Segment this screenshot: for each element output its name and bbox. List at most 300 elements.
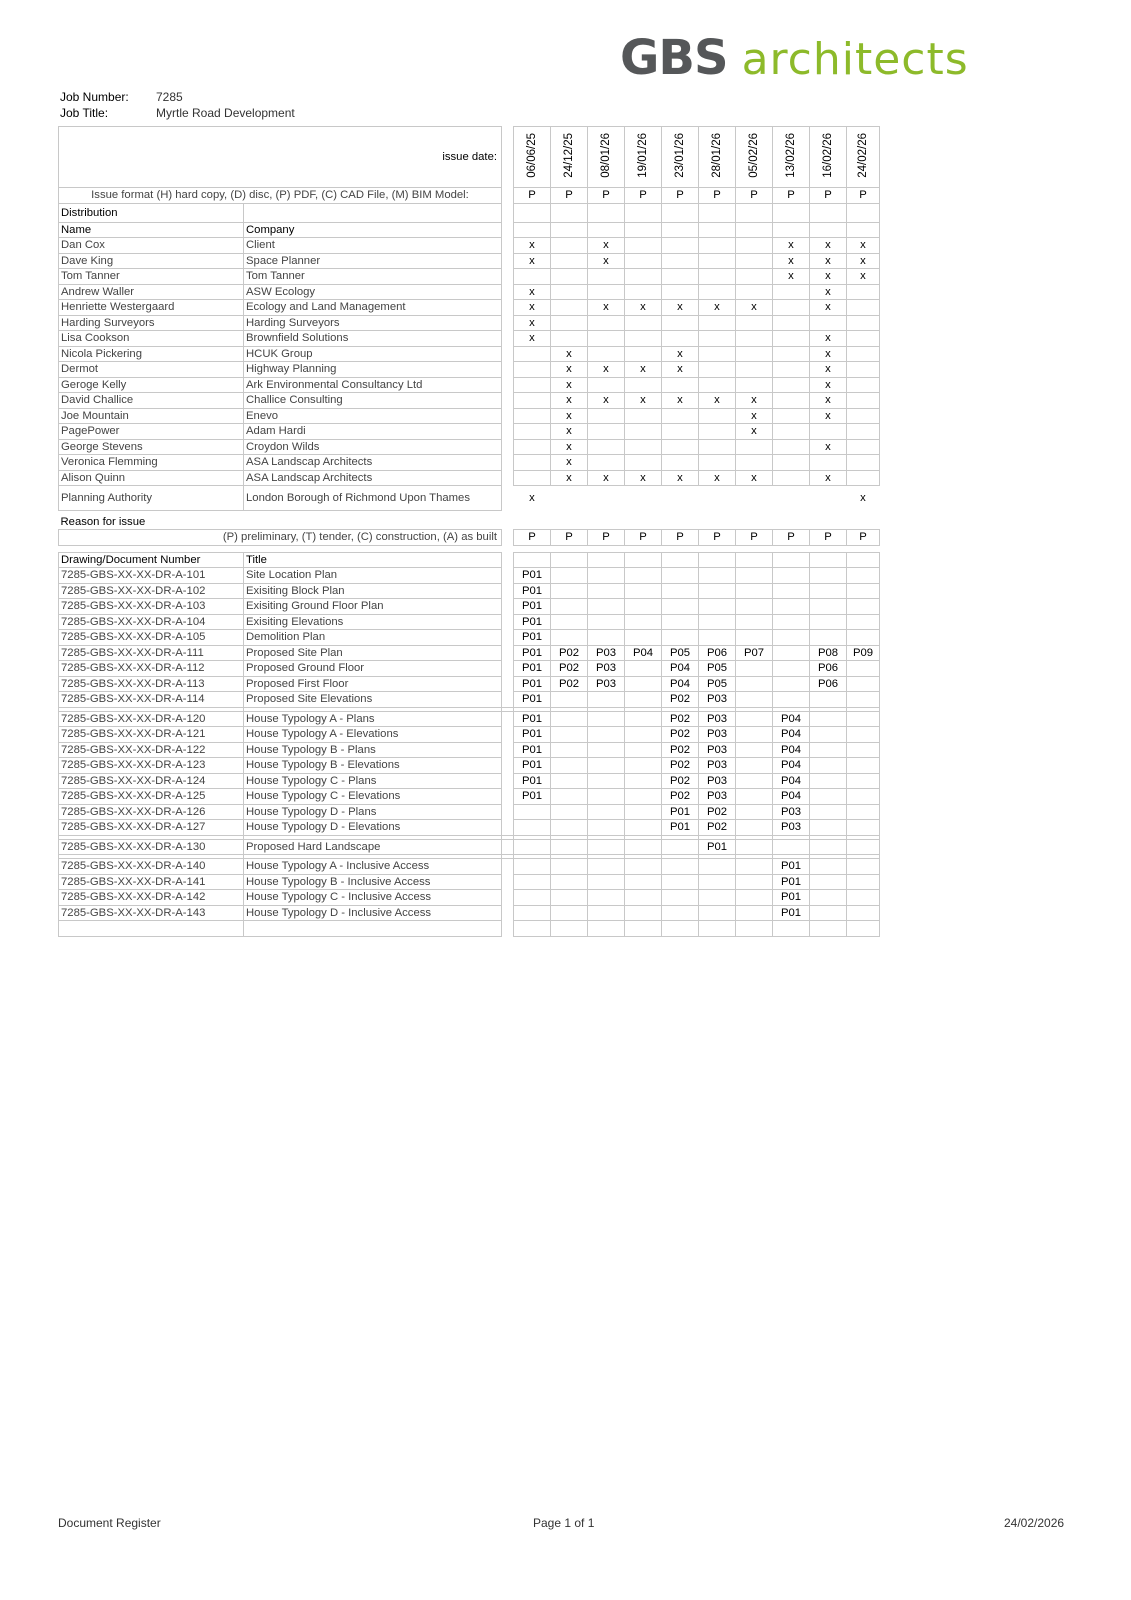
drawing-number: 7285-GBS-XX-XX-DR-A-121 — [59, 727, 244, 743]
distribution-mark: x — [514, 253, 551, 269]
gap-cell — [502, 362, 514, 378]
drawing-row — [59, 874, 880, 890]
empty-cell — [625, 921, 662, 937]
distribution-row — [59, 253, 880, 269]
distribution-mark — [588, 455, 625, 471]
drawing-revision — [736, 727, 773, 743]
drawing-number: 7285-GBS-XX-XX-DR-A-123 — [59, 758, 244, 774]
drawing-revision — [810, 789, 847, 805]
drawing-revision — [699, 890, 736, 906]
drawing-revision — [773, 839, 810, 855]
drawing-revision — [810, 583, 847, 599]
drawing-revision: P01 — [514, 645, 551, 661]
drawing-revision — [662, 583, 699, 599]
empty-cell — [514, 222, 551, 238]
drawing-title: House Typology A - Inclusive Access — [244, 859, 502, 875]
empty-cell — [662, 222, 699, 238]
distribution-mark — [588, 486, 625, 511]
drawing-revision — [551, 583, 588, 599]
drawing-revision — [699, 583, 736, 599]
spacer-cell — [847, 545, 880, 552]
drawings-header-row — [59, 552, 880, 568]
distribution-mark — [625, 439, 662, 455]
distribution-mark — [625, 424, 662, 440]
distribution-mark: x — [736, 408, 773, 424]
issue-format-row — [59, 188, 880, 204]
distribution-mark: x — [588, 300, 625, 316]
drawing-revision: P01 — [514, 727, 551, 743]
drawing-revision — [551, 804, 588, 820]
drawing-revision: P06 — [810, 661, 847, 677]
drawing-revision — [736, 839, 773, 855]
distribution-mark — [736, 486, 773, 511]
distribution-mark — [773, 393, 810, 409]
distribution-mark: x — [551, 377, 588, 393]
distribution-mark — [588, 284, 625, 300]
drawing-number: 7285-GBS-XX-XX-DR-A-103 — [59, 599, 244, 615]
drawing-revision: P05 — [662, 645, 699, 661]
drawing-revision — [625, 599, 662, 615]
drawing-revision — [625, 789, 662, 805]
drawing-revision: P03 — [588, 676, 625, 692]
drawing-revision: P02 — [662, 758, 699, 774]
distribution-mark — [699, 486, 736, 511]
distribution-mark — [810, 486, 847, 511]
issue-format-value: P — [662, 188, 699, 204]
empty-cell — [662, 552, 699, 568]
distribution-mark: x — [551, 408, 588, 424]
drawing-revision: P09 — [847, 645, 880, 661]
gap-cell — [502, 905, 514, 921]
distribution-mark: x — [588, 470, 625, 486]
distribution-row — [59, 315, 880, 331]
distribution-mark — [847, 300, 880, 316]
recipient-name: Henriette Westergaard — [59, 300, 244, 316]
register-body — [59, 127, 880, 937]
issue-format-value: P — [625, 188, 662, 204]
drawing-revision — [810, 727, 847, 743]
drawing-revision — [810, 874, 847, 890]
distribution-mark — [625, 377, 662, 393]
drawing-revision — [662, 874, 699, 890]
planning-authority-row — [59, 486, 880, 511]
drawing-row — [59, 645, 880, 661]
logo-suffix: architects — [741, 34, 969, 85]
distribution-mark — [773, 408, 810, 424]
recipient-company: Croydon Wilds — [244, 439, 502, 455]
drawing-revision: P01 — [514, 758, 551, 774]
empty-cell — [699, 552, 736, 568]
spacer-cell — [773, 545, 810, 552]
drawing-revision — [736, 742, 773, 758]
drawing-row — [59, 568, 880, 584]
drawing-revision — [847, 804, 880, 820]
distribution-mark — [662, 315, 699, 331]
distribution-mark — [514, 346, 551, 362]
drawing-revision — [736, 789, 773, 805]
drawing-revision — [588, 820, 625, 836]
footer-page-number: Page 1 of 1 — [533, 1516, 595, 1530]
recipient-company: Highway Planning — [244, 362, 502, 378]
distribution-mark — [847, 408, 880, 424]
distribution-mark — [847, 439, 880, 455]
gap-cell — [502, 455, 514, 471]
drawing-revision: P01 — [662, 804, 699, 820]
drawing-number: 7285-GBS-XX-XX-DR-A-142 — [59, 890, 244, 906]
recipient-company: London Borough of Richmond Upon Thames — [244, 486, 502, 511]
drawing-revision: P04 — [773, 789, 810, 805]
drawing-revision: P02 — [551, 676, 588, 692]
recipient-company: Enevo — [244, 408, 502, 424]
drawing-revision — [736, 583, 773, 599]
distribution-mark — [625, 486, 662, 511]
issue-date: 13/02/26 — [785, 132, 797, 178]
gap-cell — [502, 346, 514, 362]
distribution-mark — [625, 346, 662, 362]
distribution-mark — [736, 269, 773, 285]
distribution-row — [59, 393, 880, 409]
drawing-row — [59, 905, 880, 921]
drawing-revision — [551, 859, 588, 875]
drawing-revision: P01 — [514, 583, 551, 599]
drawing-revision: P05 — [699, 661, 736, 677]
drawing-revision — [662, 630, 699, 646]
drawing-revision — [625, 859, 662, 875]
drawing-revision — [736, 773, 773, 789]
issue-date-column — [662, 127, 699, 188]
distribution-row — [59, 377, 880, 393]
gap-cell — [502, 188, 514, 204]
drawing-revision: P03 — [773, 804, 810, 820]
empty-cell — [588, 222, 625, 238]
drawing-revision — [514, 905, 551, 921]
recipient-name: Alison Quinn — [59, 470, 244, 486]
drawing-row — [59, 859, 880, 875]
drawing-revision: P01 — [514, 742, 551, 758]
distribution-mark — [699, 439, 736, 455]
distribution-mark — [588, 331, 625, 347]
drawing-revision — [551, 692, 588, 708]
drawing-title: House Typology A - Elevations — [244, 727, 502, 743]
drawing-revision — [625, 905, 662, 921]
distribution-mark — [551, 486, 588, 511]
recipient-name: Planning Authority — [59, 486, 244, 511]
drawing-revision — [736, 661, 773, 677]
distribution-mark — [662, 377, 699, 393]
recipient-company: Ecology and Land Management — [244, 300, 502, 316]
spacer-cell — [59, 545, 244, 552]
drawing-revision — [551, 727, 588, 743]
drawing-title: House Typology B - Elevations — [244, 758, 502, 774]
company-header: Company — [244, 222, 502, 238]
gap-cell — [502, 614, 514, 630]
drawing-title: Demolition Plan — [244, 630, 502, 646]
distribution-row — [59, 424, 880, 440]
drawing-revision — [551, 789, 588, 805]
drawing-revision — [810, 758, 847, 774]
issue-date: 19/01/26 — [637, 132, 649, 178]
distribution-mark — [736, 331, 773, 347]
distribution-mark — [551, 269, 588, 285]
recipient-name: Nicola Pickering — [59, 346, 244, 362]
drawing-revision — [736, 905, 773, 921]
distribution-mark: x — [551, 393, 588, 409]
gap-cell — [502, 742, 514, 758]
drawing-revision — [551, 820, 588, 836]
distribution-mark — [847, 362, 880, 378]
drawing-row — [59, 676, 880, 692]
reason-value: P — [551, 530, 588, 546]
drawing-revision: P03 — [699, 692, 736, 708]
empty-cell — [625, 552, 662, 568]
drawing-revision — [588, 692, 625, 708]
drawing-row — [59, 727, 880, 743]
gap-cell — [502, 530, 514, 546]
distribution-mark — [551, 284, 588, 300]
distribution-mark: x — [810, 253, 847, 269]
drawing-revision — [773, 661, 810, 677]
distribution-mark: x — [551, 362, 588, 378]
distribution-mark — [662, 253, 699, 269]
recipient-name: Tom Tanner — [59, 269, 244, 285]
drawing-revision — [810, 820, 847, 836]
gap-cell — [502, 284, 514, 300]
issue-format-value: P — [588, 188, 625, 204]
distribution-mark: x — [551, 439, 588, 455]
distribution-mark: x — [699, 393, 736, 409]
distribution-mark: x — [736, 393, 773, 409]
drawing-revision — [699, 905, 736, 921]
empty-cell — [810, 222, 847, 238]
distribution-mark — [662, 331, 699, 347]
drawing-revision: P04 — [773, 711, 810, 727]
distribution-mark: x — [699, 300, 736, 316]
recipient-name: Veronica Flemming — [59, 455, 244, 471]
distribution-mark: x — [551, 455, 588, 471]
drawing-revision: P01 — [773, 905, 810, 921]
drawing-revision — [699, 568, 736, 584]
distribution-mark: x — [551, 346, 588, 362]
recipient-company: Tom Tanner — [244, 269, 502, 285]
gap-cell — [502, 859, 514, 875]
footer-date: 24/02/2026 — [1004, 1516, 1065, 1530]
distribution-row — [59, 455, 880, 471]
gap-cell — [502, 331, 514, 347]
reason-value: P — [625, 530, 662, 546]
recipient-company: Challice Consulting — [244, 393, 502, 409]
gap-cell — [502, 408, 514, 424]
drawing-revision — [625, 630, 662, 646]
distribution-mark — [699, 284, 736, 300]
distribution-mark — [699, 346, 736, 362]
drawing-revision — [625, 820, 662, 836]
gap-cell — [502, 424, 514, 440]
drawing-revision — [847, 874, 880, 890]
gap-cell — [502, 269, 514, 285]
spacer-row — [59, 545, 880, 552]
drawing-revision: P03 — [699, 773, 736, 789]
issue-date: 23/01/26 — [674, 132, 686, 178]
drawing-revision — [736, 804, 773, 820]
drawing-revision — [625, 614, 662, 630]
distribution-mark — [736, 315, 773, 331]
drawing-row — [59, 692, 880, 708]
drawing-title: Site Location Plan — [244, 568, 502, 584]
drawing-revision: P01 — [514, 614, 551, 630]
drawing-revision — [736, 692, 773, 708]
distribution-mark: x — [810, 300, 847, 316]
drawing-revision: P01 — [773, 874, 810, 890]
distribution-mark — [773, 346, 810, 362]
drawing-revision: P01 — [514, 630, 551, 646]
distribution-row — [59, 269, 880, 285]
gap-cell — [502, 874, 514, 890]
distribution-mark: x — [625, 362, 662, 378]
drawing-revision — [514, 890, 551, 906]
distribution-mark — [588, 424, 625, 440]
issue-date: 24/12/25 — [563, 132, 575, 178]
reason-value: P — [699, 530, 736, 546]
drawing-revision — [847, 676, 880, 692]
empty-cell — [810, 203, 847, 222]
drawing-row — [59, 773, 880, 789]
drawing-revision — [625, 676, 662, 692]
drawing-revision — [847, 711, 880, 727]
distribution-mark: x — [588, 362, 625, 378]
distribution-mark — [847, 424, 880, 440]
issue-date-column — [625, 127, 662, 188]
gap-cell — [502, 203, 514, 222]
empty-cell — [662, 203, 699, 222]
drawing-revision — [699, 630, 736, 646]
drawing-revision — [662, 859, 699, 875]
distribution-mark — [773, 455, 810, 471]
drawing-revision — [514, 874, 551, 890]
drawing-revision — [551, 773, 588, 789]
distribution-mark — [736, 455, 773, 471]
drawing-number: 7285-GBS-XX-XX-DR-A-105 — [59, 630, 244, 646]
distribution-mark — [847, 315, 880, 331]
gap-cell — [502, 568, 514, 584]
distribution-mark — [551, 331, 588, 347]
issue-date-column — [699, 127, 736, 188]
drawing-number: 7285-GBS-XX-XX-DR-A-104 — [59, 614, 244, 630]
empty-cell — [773, 552, 810, 568]
drawing-revision — [551, 614, 588, 630]
drawing-revision — [625, 661, 662, 677]
distribution-mark — [588, 315, 625, 331]
drawing-revision: P04 — [773, 758, 810, 774]
distribution-mark: x — [662, 300, 699, 316]
spacer-cell — [588, 545, 625, 552]
drawing-title: House Typology D - Plans — [244, 804, 502, 820]
recipient-name: Dan Cox — [59, 238, 244, 254]
empty-cell — [810, 552, 847, 568]
distribution-mark: x — [860, 492, 866, 505]
empty-cell — [662, 921, 699, 937]
distribution-mark — [588, 269, 625, 285]
drawing-title: Exisiting Block Plan — [244, 583, 502, 599]
empty-cell — [588, 921, 625, 937]
drawing-number-header: Drawing/Document Number — [59, 552, 244, 568]
distribution-row — [59, 408, 880, 424]
drawing-title: House Typology A - Plans — [244, 711, 502, 727]
distribution-mark: x — [810, 393, 847, 409]
drawing-row — [59, 789, 880, 805]
drawing-revision — [847, 599, 880, 615]
drawing-revision — [847, 661, 880, 677]
empty-cell — [773, 203, 810, 222]
empty-row — [59, 921, 880, 937]
drawing-number: 7285-GBS-XX-XX-DR-A-141 — [59, 874, 244, 890]
drawing-revision — [699, 859, 736, 875]
drawing-revision: P04 — [625, 645, 662, 661]
name-header: Name — [59, 222, 244, 238]
drawing-revision — [847, 692, 880, 708]
drawing-row — [59, 630, 880, 646]
drawing-number: 7285-GBS-XX-XX-DR-A-143 — [59, 905, 244, 921]
drawing-revision: P04 — [662, 661, 699, 677]
issue-format-value: P — [810, 188, 847, 204]
gap-cell — [502, 773, 514, 789]
distribution-mark — [662, 284, 699, 300]
reason-row — [59, 530, 880, 546]
distribution-heading: Distribution — [59, 203, 244, 222]
distribution-mark: x — [529, 492, 535, 505]
drawing-revision — [773, 645, 810, 661]
distribution-mark — [514, 470, 551, 486]
distribution-mark — [736, 238, 773, 254]
drawing-revision — [625, 839, 662, 855]
drawing-revision: P04 — [773, 773, 810, 789]
gap-cell — [502, 839, 514, 855]
recipient-company: ASA Landscap Architects — [244, 470, 502, 486]
distribution-mark: x — [662, 346, 699, 362]
empty-cell — [699, 921, 736, 937]
recipient-company: Adam Hardi — [244, 424, 502, 440]
gap-cell — [502, 253, 514, 269]
empty-cell — [625, 203, 662, 222]
reason-heading: Reason for issue — [60, 516, 146, 528]
drawing-revision — [847, 905, 880, 921]
distribution-mark: x — [551, 424, 588, 440]
reason-value: P — [662, 530, 699, 546]
drawing-revision — [625, 742, 662, 758]
drawing-revision: P07 — [736, 645, 773, 661]
distribution-mark — [847, 377, 880, 393]
recipient-company: ASA Landscap Architects — [244, 455, 502, 471]
issue-date: 08/01/26 — [600, 132, 612, 178]
drawing-revision — [699, 599, 736, 615]
drawing-number: 7285-GBS-XX-XX-DR-A-114 — [59, 692, 244, 708]
distribution-mark: x — [588, 238, 625, 254]
issue-date: 16/02/26 — [822, 132, 834, 178]
distribution-mark: x — [551, 470, 588, 486]
empty-cell — [514, 552, 551, 568]
distribution-mark — [699, 362, 736, 378]
distribution-mark — [810, 315, 847, 331]
drawing-revision — [551, 599, 588, 615]
distribution-mark — [847, 470, 880, 486]
drawing-revision: P08 — [810, 645, 847, 661]
distribution-mark: x — [662, 470, 699, 486]
drawing-revision — [551, 874, 588, 890]
drawing-revision — [810, 890, 847, 906]
distribution-mark: x — [810, 346, 847, 362]
drawing-number: 7285-GBS-XX-XX-DR-A-112 — [59, 661, 244, 677]
drawing-title-header: Title — [244, 552, 502, 568]
drawing-title: House Typology C - Inclusive Access — [244, 890, 502, 906]
